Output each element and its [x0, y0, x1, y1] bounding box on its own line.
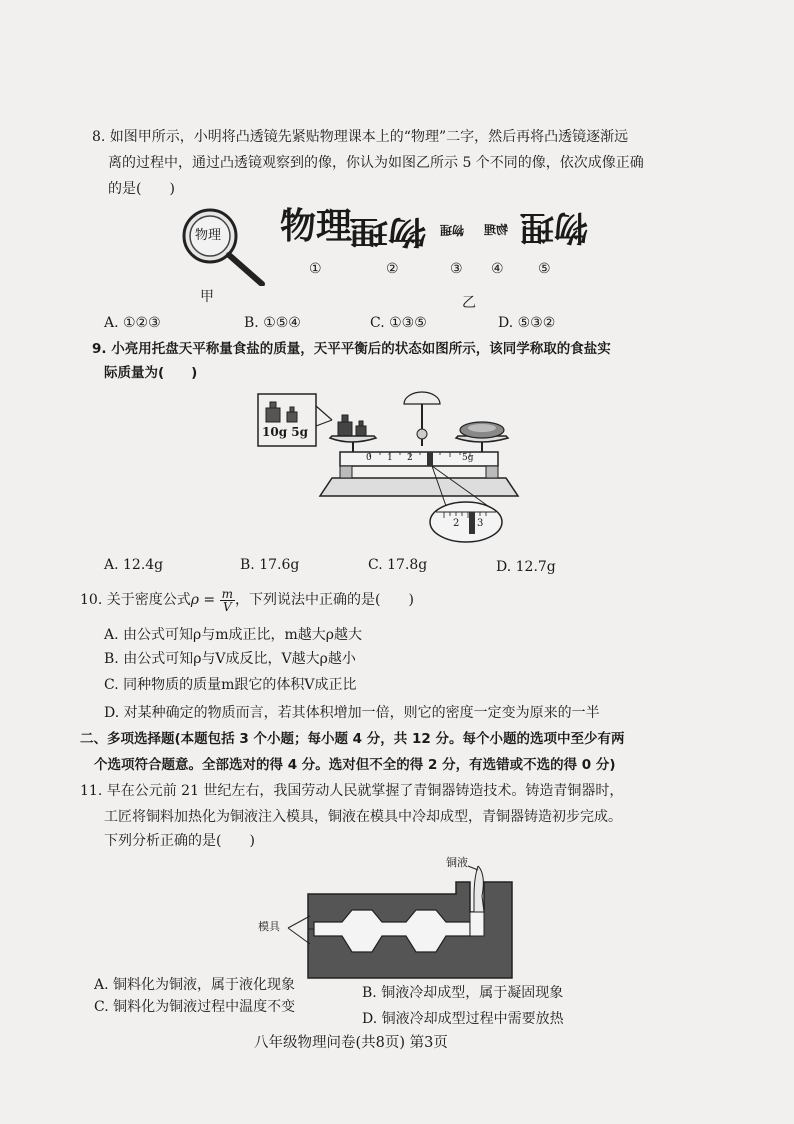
- q8-option-b[interactable]: B. ①⑤④: [244, 315, 301, 331]
- q9-option-c[interactable]: C. 17.8g: [368, 557, 428, 573]
- balance-scale-icon: [256, 386, 546, 556]
- q9-option-d[interactable]: D. 12.7g: [496, 559, 556, 575]
- q8-num-1: ①: [309, 261, 322, 277]
- magnifier-icon: [180, 206, 280, 286]
- q9-zoom-3: 3: [477, 518, 484, 529]
- q8-num-5: ⑤: [538, 261, 551, 277]
- casting-mold-icon: [256, 856, 516, 980]
- q11-label-liquid: 铜液: [446, 856, 468, 869]
- q10-rho: ρ: [190, 592, 199, 608]
- q11-stem-line1: 11. 早在公元前 21 世纪左右，我国劳动人民就掌握了青铜器铸造技术。铸造青铜器时，: [80, 783, 624, 799]
- q10-denominator: V: [222, 599, 232, 614]
- q8-fig-label-jia: 甲: [200, 289, 214, 305]
- q9-weight-label: 10g 5g: [262, 425, 309, 439]
- q9-scale-5: 5g: [462, 453, 474, 463]
- q9-option-b[interactable]: B. 17.6g: [240, 557, 300, 573]
- q9-stem-line2: 际质量为( ): [104, 365, 198, 381]
- q11-stem-line3: 下列分析正确的是( ): [104, 833, 255, 849]
- q11-label-mold: 模具: [258, 920, 280, 933]
- q8-num-2: ②: [386, 261, 399, 277]
- q8-stem-line3: 的是( ): [108, 181, 175, 197]
- q11-mold-figure: [256, 856, 516, 980]
- q10-stem-post: ，下列说法中正确的是( ): [234, 592, 414, 608]
- q8-magnifier-figure: [180, 206, 280, 286]
- q9-scale-0: 0: [366, 453, 372, 463]
- q8-lens-text: 物理: [195, 228, 222, 243]
- q9-scale-1: 1: [387, 453, 393, 463]
- q10-option-b[interactable]: B. 由公式可知ρ与V成反比，V越大ρ越小: [104, 651, 356, 667]
- q10-eq: =: [198, 592, 220, 608]
- q9-option-a[interactable]: A. 12.4g: [104, 557, 164, 573]
- q10-numerator: m: [221, 586, 233, 601]
- q8-image-4: 物理: [484, 223, 509, 237]
- q8-stem-line2: 离的过程中，通过凸透镜观察到的像，你认为如图乙所示 5 个不同的像，依次成像正确: [108, 155, 644, 171]
- q8-image-2: 物理: [349, 213, 427, 251]
- q11-option-b[interactable]: B. 铜液冷却成型，属于凝固现象: [362, 985, 564, 1001]
- q8-image-5: 物理: [520, 207, 588, 247]
- page-footer: 八年级物理问卷(共8页) 第3页: [254, 1035, 448, 1051]
- q11-stem-line2: 工匠将铜料加热化为铜液注入模具，铜液在模具中冷却成型，青铜器铸造初步完成。: [104, 809, 622, 825]
- q10-stem-pre: 10. 关于密度公式: [80, 592, 191, 608]
- q9-stem-line1: 9. 小亮用托盘天平称量食盐的质量，天平平衡后的状态如图所示，该同学称取的食盐实: [92, 341, 611, 357]
- q10-option-a[interactable]: A. 由公式可知ρ与m成正比，m越大ρ越大: [104, 627, 363, 643]
- section2-line2: 个选项符合题意。全部选对的得 4 分。选对但不全的得 2 分，有选错或不选的得 0 分): [94, 757, 616, 773]
- q10-option-c[interactable]: C. 同种物质的质量m跟它的体积V成正比: [104, 677, 357, 693]
- q8-image-3: 物理: [440, 223, 465, 237]
- q8-option-c[interactable]: C. ①③⑤: [370, 315, 427, 331]
- q9-scale-2: 2: [407, 453, 413, 463]
- q9-balance-figure: [256, 386, 546, 556]
- q10-option-d[interactable]: D. 对某种确定的物质而言，若其体积增加一倍，则它的密度一定变为原来的一半: [104, 705, 600, 721]
- q8-image-1: 物理: [280, 205, 353, 247]
- q10-fraction: [220, 588, 235, 613]
- q8-fig-label-yi: 乙: [462, 295, 476, 311]
- q11-option-a[interactable]: A. 铜料化为铜液，属于液化现象: [94, 977, 296, 993]
- q8-num-3: ③: [450, 261, 463, 277]
- q8-option-d[interactable]: D. ⑤③②: [498, 315, 556, 331]
- section2-line1: 二、多项选择题(本题包括 3 个小题；每小题 4 分，共 12 分。每个小题的选项中至少有两: [80, 731, 625, 747]
- q10-stem: [80, 586, 414, 614]
- q11-option-d[interactable]: D. 铜液冷却成型过程中需要放热: [362, 1011, 564, 1027]
- q11-option-c[interactable]: C. 铜料化为铜液过程中温度不变: [94, 999, 296, 1015]
- q8-stem-line1: 8. 如图甲所示，小明将凸透镜先紧贴物理课本上的“物理”二字，然后再将凸透镜逐渐远: [92, 129, 629, 145]
- q9-zoom-2: 2: [453, 518, 460, 529]
- q8-option-a[interactable]: A. ①②③: [104, 315, 161, 331]
- q8-num-4: ④: [491, 261, 504, 277]
